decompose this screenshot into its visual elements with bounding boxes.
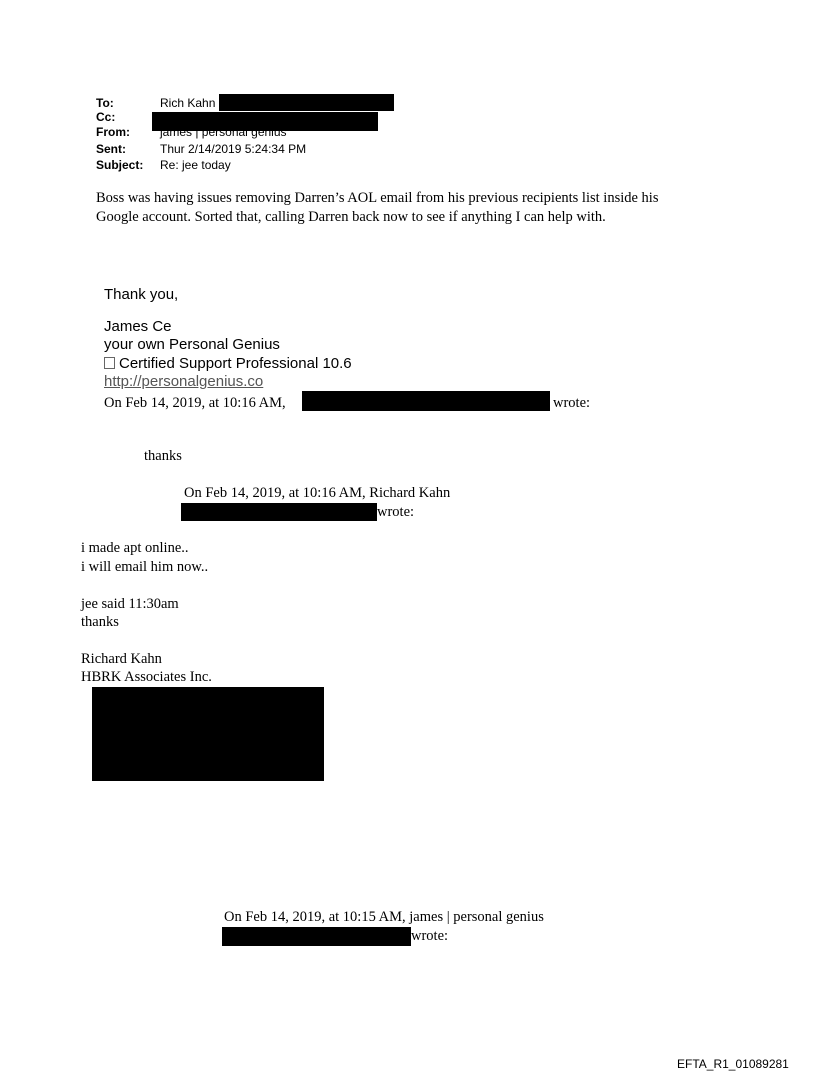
redaction-box [219, 94, 394, 111]
quote2-line: jee said 11:30am [81, 596, 179, 612]
signature-name: James Ce [104, 318, 172, 335]
to-label: To: [96, 96, 114, 110]
subject-label: Subject: [96, 158, 144, 172]
body-line-1: Boss was having issues removing Darren’s AOL email from his previous recipients list inside his [96, 190, 659, 206]
redaction-box [222, 927, 411, 946]
quote2-line: i will email him now.. [81, 559, 209, 575]
redaction-box [302, 391, 550, 411]
quote2-line: HBRK Associates Inc. [81, 669, 212, 685]
signature-thanks: Thank you, [104, 286, 179, 303]
cc-label: Cc: [96, 110, 116, 124]
missing-glyph-icon [104, 357, 115, 369]
quote1-wrote: wrote: [553, 395, 591, 411]
signature-tagline: your own Personal Genius [104, 336, 280, 353]
document-id: EFTA_R1_01089281 [677, 1057, 789, 1071]
quote1-intro: On Feb 14, 2019, at 10:16 AM, [104, 395, 286, 411]
signature-cert-text: Certified Support Professional 10.6 [119, 355, 352, 372]
quote1-text: thanks [144, 448, 182, 464]
redaction-box [181, 503, 377, 521]
from-value: james | personal genius [160, 125, 287, 139]
quote3-wrote: wrote: [411, 928, 449, 944]
sent-label: Sent: [96, 142, 126, 156]
to-value: Rich Kahn [160, 96, 216, 110]
signature-url-link[interactable]: http://personalgenius.co [104, 373, 264, 390]
body-line-2: Google account. Sorted that, calling Darren back now to see if anything I can help with. [96, 209, 606, 225]
signature-cert [104, 355, 352, 372]
subject-value: Re: jee today [160, 158, 231, 172]
quote2-wrote: wrote: [377, 504, 415, 520]
from-label: From: [96, 125, 130, 139]
quote3-intro: On Feb 14, 2019, at 10:15 AM, james | personal genius [224, 909, 544, 925]
redaction-box [92, 687, 324, 781]
quote2-line: i made apt online.. [81, 540, 189, 556]
quote2-line: Richard Kahn [81, 651, 162, 667]
sent-value: Thur 2/14/2019 5:24:34 PM [160, 142, 307, 156]
quote2-line: thanks [81, 614, 119, 630]
quote2-intro: On Feb 14, 2019, at 10:16 AM, Richard Kahn [184, 485, 451, 501]
